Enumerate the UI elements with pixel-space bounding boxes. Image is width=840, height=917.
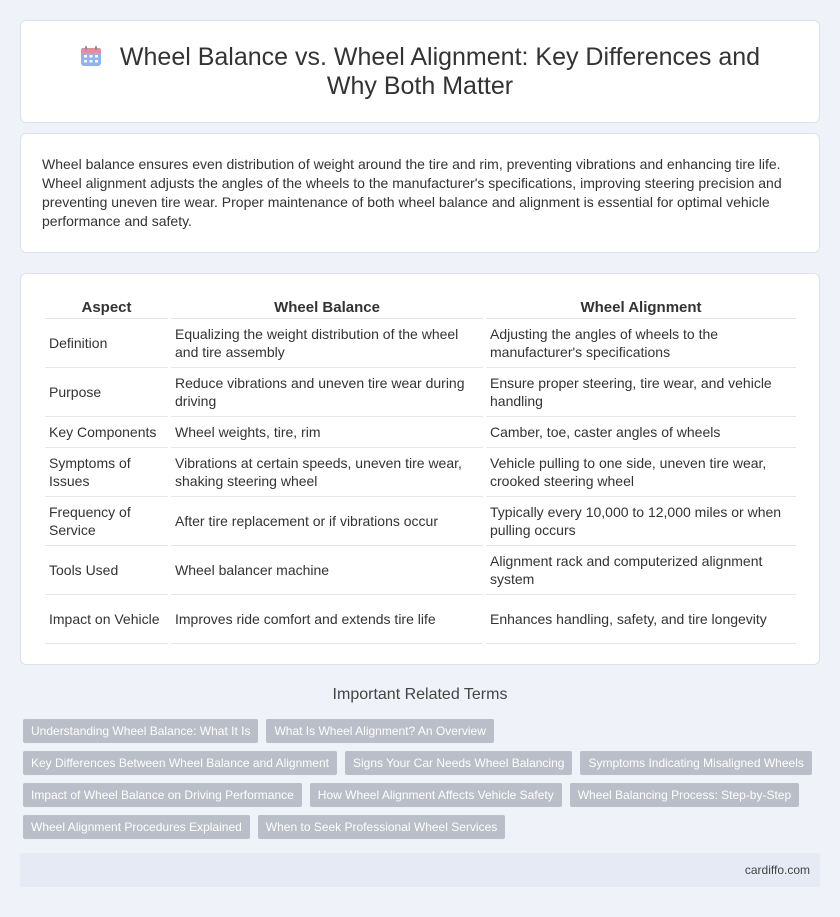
table-header-row (45, 297, 796, 319)
related-terms-tags (23, 719, 813, 839)
related-term-tag[interactable]: Understanding Wheel Balance: What It Is (23, 719, 258, 743)
related-term-tag[interactable]: Symptoms Indicating Misaligned Wheels (580, 751, 811, 775)
table-cell-aspect: Key Components (45, 417, 168, 448)
related-term-tag[interactable]: Wheel Alignment Procedures Explained (23, 815, 250, 839)
related-terms-heading: Important Related Terms (332, 686, 508, 703)
table-cell-wheel-balance: Equalizing the weight distribution of the wheel and tire assembly (171, 319, 483, 368)
related-term-tag[interactable]: What Is Wheel Alignment? An Overview (266, 719, 493, 743)
table-row (45, 595, 796, 644)
table-cell-aspect: Tools Used (45, 546, 168, 595)
related-term-tag[interactable]: Signs Your Car Needs Wheel Balancing (345, 751, 572, 775)
table-cell-aspect: Frequency of Service (45, 497, 168, 546)
table-cell-wheel-balance: After tire replacement or if vibrations occur (171, 497, 483, 546)
table-cell-wheel-alignment: Enhances handling, safety, and tire longevity (486, 595, 796, 644)
table-cell-wheel-balance: Wheel weights, tire, rim (171, 417, 483, 448)
table-cell-wheel-balance: Improves ride comfort and extends tire life (171, 595, 483, 644)
table-row (45, 546, 796, 595)
table-cell-wheel-balance: Reduce vibrations and uneven tire wear during driving (171, 368, 483, 417)
table-cell-wheel-alignment: Adjusting the angles of wheels to the manufacturer's specifications (486, 319, 796, 368)
table-cell-wheel-balance: Wheel balancer machine (171, 546, 483, 595)
calendar-icon (80, 45, 102, 67)
column-header-aspect: Aspect (45, 297, 168, 319)
footer (20, 853, 820, 887)
comparison-table-card (20, 273, 820, 665)
table-row (45, 319, 796, 368)
page-title (61, 43, 779, 101)
related-term-tag[interactable]: Wheel Balancing Process: Step-by-Step (570, 783, 799, 807)
table-cell-wheel-balance: Vibrations at certain speeds, uneven tire wear, shaking steering wheel (171, 448, 483, 497)
intro-card (20, 133, 820, 253)
table-cell-aspect: Impact on Vehicle (45, 595, 168, 644)
table-cell-aspect: Definition (45, 319, 168, 368)
column-header-wheel-balance: Wheel Balance (171, 297, 483, 319)
table-row (45, 497, 796, 546)
column-header-wheel-alignment: Wheel Alignment (486, 297, 796, 319)
table-cell-wheel-alignment: Ensure proper steering, tire wear, and vehicle handling (486, 368, 796, 417)
title-card (20, 20, 820, 123)
table-cell-wheel-alignment: Alignment rack and computerized alignment system (486, 546, 796, 595)
related-term-tag[interactable]: Impact of Wheel Balance on Driving Performance (23, 783, 302, 807)
footer-site-link[interactable]: cardiffo.com (744, 863, 810, 877)
table-row (45, 368, 796, 417)
table-row (45, 448, 796, 497)
intro-paragraph: Wheel balance ensures even distribution of weight around the tire and rim, preventing vibrations and enhancing tire life. Wheel alignment adjusts the angles of the wheels to the manufacturer's specifications, improving steering precision and preventing uneven tire wear. Proper maintenance of both wheel balance and alignment is essential for optimal vehicle performance and safety. (42, 156, 782, 229)
table-cell-wheel-alignment: Vehicle pulling to one side, uneven tire wear, crooked steering wheel (486, 448, 796, 497)
related-term-tag[interactable]: How Wheel Alignment Affects Vehicle Safety (310, 783, 562, 807)
related-term-tag[interactable]: Key Differences Between Wheel Balance and Alignment (23, 751, 337, 775)
table-cell-wheel-alignment: Camber, toe, caster angles of wheels (486, 417, 796, 448)
related-term-tag[interactable]: When to Seek Professional Wheel Services (258, 815, 505, 839)
table-cell-aspect: Symptoms of Issues (45, 448, 168, 497)
comparison-table (42, 297, 799, 644)
table-row (45, 417, 796, 448)
page-title-text: Wheel Balance vs. Wheel Alignment: Key Differences and Why Both Matter (119, 43, 761, 100)
table-cell-wheel-alignment: Typically every 10,000 to 12,000 miles or when pulling occurs (486, 497, 796, 546)
table-cell-aspect: Purpose (45, 368, 168, 417)
